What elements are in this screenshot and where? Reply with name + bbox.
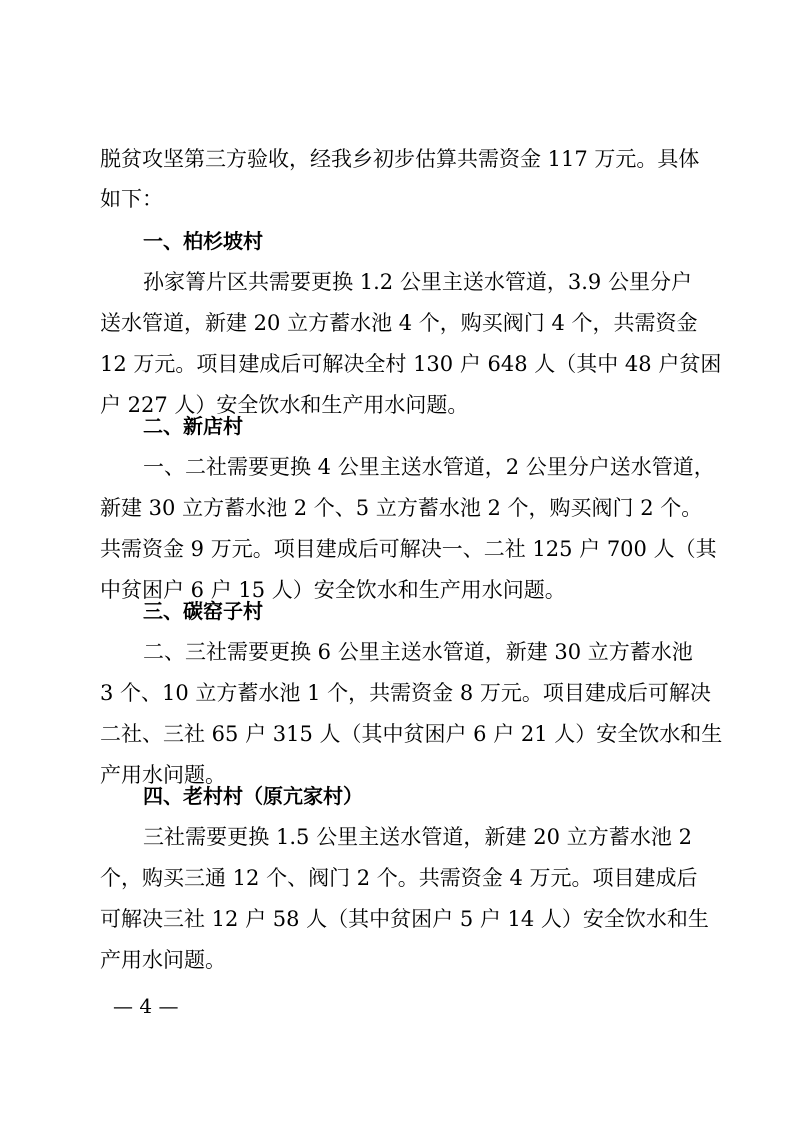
body-text-line: 个，购买三通 12 个、阀门 2 个。共需资金 4 万元。项目建成后 [100,866,698,890]
body-text-line: 如下： [100,187,163,211]
section-heading-baishanpo: 一、柏杉坡村 [143,229,263,253]
body-text-line: 新建 30 立方蓄水池 2 个、5 立方蓄水池 2 个，购买阀门 2 个。 [100,496,703,520]
body-text-line: 共需资金 9 万元。项目建成后可解决一、二社 125 户 700 人（其 [100,537,717,561]
section-heading-xindian: 二、新店村 [143,414,243,438]
body-text-line: 脱贫攻坚第三方验收，经我乡初步估算共需资金 117 万元。具体 [100,147,700,171]
body-text-line: 12 万元。项目建成后可解决全村 130 户 648 人（其中 48 户贫困 [100,352,722,376]
body-text-line: 送水管道，新建 20 立方蓄水池 4 个，购买阀门 4 个，共需资金 [100,311,698,335]
body-text-line: 户 227 人）安全饮水和生产用水问题。 [100,393,469,417]
body-text-line: 三社需要更换 1.5 公里主送水管道，新建 20 立方蓄水池 2 [143,825,692,849]
body-text-line: 中贫困户 6 户 15 人）安全饮水和生产用水问题。 [100,578,566,602]
section-heading-tanyaozi: 三、碳窑子村 [143,599,263,623]
body-text-line: 3 个、10 立方蓄水池 1 个，共需资金 8 万元。项目建成后可解决 [100,681,711,705]
body-text-line: 二、三社需要更换 6 公里主送水管道，新建 30 立方蓄水池 [143,640,693,664]
body-text-line: 产用水问题。 [100,763,226,787]
page-number: — 4 — [113,994,179,1018]
body-text-line: 孙家箐片区共需要更换 1.2 公里主送水管道，3.9 公里分户 [143,270,692,294]
body-text-line: 一、二社需要更换 4 公里主送水管道，2 公里分户送水管道， [143,455,715,479]
body-text-line: 产用水问题。 [100,948,226,972]
body-text-line: 二社、三社 65 户 315 人（其中贫困户 6 户 21 人）安全饮水和生 [100,722,723,746]
body-text-line: 可解决三社 12 户 58 人（其中贫困户 5 户 14 人）安全饮水和生 [100,907,709,931]
section-heading-laocun: 四、老村村（原亢家村） [143,784,363,808]
